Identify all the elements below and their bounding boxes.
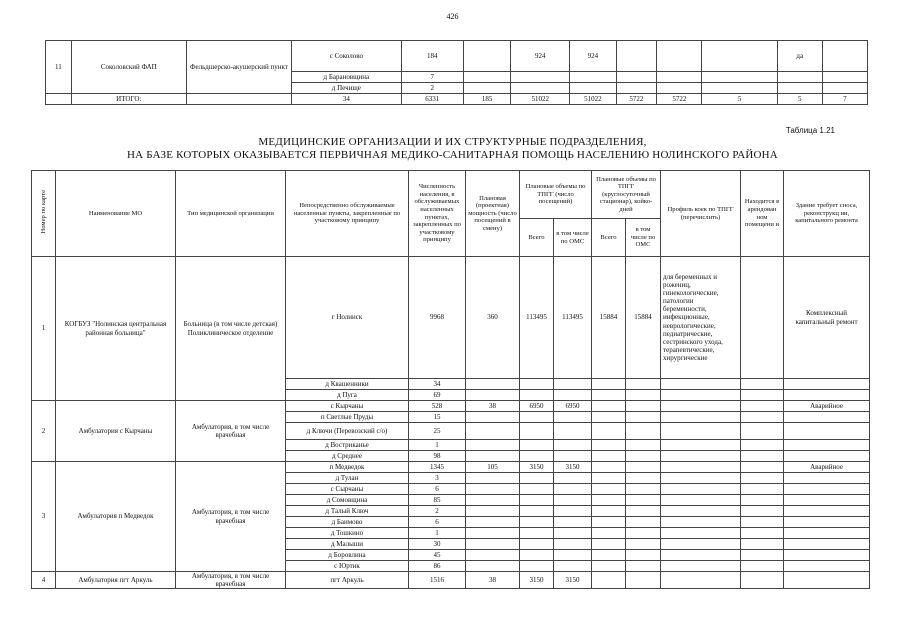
- cell-profile: для беременных и рожениц, гинекологические, патологии беременности, инфекционные, неврологические, педиатрические, сестринского ухода, терапевтические, хирургические: [661, 257, 741, 379]
- cell-rent: да: [777, 41, 822, 72]
- cell-name: Соколовский ФАП: [71, 41, 186, 94]
- header-stac-group: Плановые объемы по ТПГГ (круглосуточный стационар), койко-дней: [592, 171, 661, 219]
- cell-pop: 86: [409, 561, 466, 572]
- cell-place: с Кырчаны: [286, 401, 409, 412]
- cell-place: д Барановщина: [292, 72, 402, 83]
- header-stac-oms: в том числе по ОМС: [626, 219, 661, 257]
- cell-rent: [741, 257, 784, 379]
- cell-pop: 69: [409, 390, 466, 401]
- cell-place: д Тошкино: [286, 528, 409, 539]
- total-cell: 185: [463, 94, 510, 105]
- total-cell: 5722: [657, 94, 702, 105]
- table-number: Таблица 1.21: [785, 126, 835, 135]
- cell-pop: 98: [409, 451, 466, 462]
- cell-empty: [702, 41, 777, 72]
- cell-place: с Юртик: [286, 561, 409, 572]
- header-profile: Профиль коек по ТПГГ (перечислить): [661, 171, 741, 257]
- cell-total: 3150: [520, 462, 554, 473]
- cell-oms: 924: [570, 41, 616, 72]
- header-row: [32, 171, 870, 219]
- cell-pop: 7: [401, 72, 463, 83]
- table-row: [32, 572, 870, 589]
- cell-pop: 1: [409, 528, 466, 539]
- page-number: 426: [446, 12, 459, 21]
- top-table: [45, 40, 868, 105]
- total-row: [46, 94, 868, 105]
- cell-place: с Сырчаны: [286, 484, 409, 495]
- cell-pop: 1516: [409, 572, 466, 589]
- cell-oms: 3150: [554, 462, 592, 473]
- total-cell: 6331: [401, 94, 463, 105]
- total-cell: 34: [292, 94, 402, 105]
- header-stac-total: Всего: [592, 219, 626, 257]
- cell-place: п Светлые Пруды: [286, 412, 409, 423]
- cell-name: Амбулатория п Медведок: [56, 462, 176, 572]
- header-capacity: Плановая (проектная) мощность (число посещений в смену): [466, 171, 520, 257]
- cell-place: д Боровлина: [286, 550, 409, 561]
- cell-pop: 3: [409, 473, 466, 484]
- cell-repair: Аварийное: [784, 401, 870, 412]
- cell-place: д Сомовщина: [286, 495, 409, 506]
- cell-pop: 30: [409, 539, 466, 550]
- cell-pop: 34: [409, 379, 466, 390]
- cell-pop: 9968: [409, 257, 466, 379]
- cell-place: пгт Аркуль: [286, 572, 409, 589]
- main-table: [31, 170, 870, 589]
- cell-num: 1: [32, 257, 56, 401]
- cell-oms: 6950: [554, 401, 592, 412]
- cell-cap: 38: [466, 572, 520, 589]
- header-repair: Здание требует сноса, реконструкц ии, капитального ремонта: [784, 171, 870, 257]
- cell-pop: 85: [409, 495, 466, 506]
- cell-place: д Квашенники: [286, 379, 409, 390]
- cell-total: 6950: [520, 401, 554, 412]
- cell-empty: [463, 41, 510, 72]
- cell-place: д Среднее: [286, 451, 409, 462]
- cell-total: 3150: [520, 572, 554, 589]
- total-cell: 7: [822, 94, 867, 105]
- cell-total: 113495: [520, 257, 554, 379]
- cell-pop: 1345: [409, 462, 466, 473]
- header-total: Всего: [520, 219, 554, 257]
- total-cell: 5: [702, 94, 777, 105]
- cell-place: д Талый Ключ: [286, 506, 409, 517]
- table-row: [46, 41, 868, 72]
- cell-pop: 15: [409, 412, 466, 423]
- header-num: Номер по карте: [32, 171, 56, 257]
- cell-pop: 184: [401, 41, 463, 72]
- cell-type: Больница (в том числе детская) Поликлиническое отделение: [176, 257, 286, 401]
- header-name: Наименование МО: [56, 171, 176, 257]
- cell-place: д Пуга: [286, 390, 409, 401]
- cell-pop: 528: [409, 401, 466, 412]
- cell-repair: Аварийное: [784, 462, 870, 473]
- cell-cap: 105: [466, 462, 520, 473]
- cell-place: г Нолинск: [286, 257, 409, 379]
- cell-num: 4: [32, 572, 56, 589]
- cell-type: Амбулатория, в том числе врачебная: [176, 572, 286, 589]
- page-title: МЕДИЦИНСКИЕ ОРГАНИЗАЦИИ И ИХ СТРУКТУРНЫЕ ПОДРАЗДЕЛЕНИЯ,: [258, 136, 647, 148]
- cell-place: д Тулан: [286, 473, 409, 484]
- cell-num: 2: [32, 401, 56, 462]
- total-cell: 5: [777, 94, 822, 105]
- cell-place: д Малыши: [286, 539, 409, 550]
- header-served: Непосредственно обслуживаемые населенные пункты, закрепленные по участковому принципу: [286, 171, 409, 257]
- cell-oms: 113495: [554, 257, 592, 379]
- cell-pop: 6: [409, 484, 466, 495]
- cell-empty: [657, 41, 702, 72]
- cell-type: Амбулатория, в том числе врачебная: [176, 462, 286, 572]
- cell-name: КОГБУЗ "Нолинская центральная районная больница": [56, 257, 176, 401]
- cell-total: 924: [511, 41, 570, 72]
- cell-empty: [616, 41, 657, 72]
- header-type: Тип медицинской организации: [176, 171, 286, 257]
- total-label: ИТОГО:: [71, 94, 186, 105]
- cell-place: д Печище: [292, 83, 402, 94]
- cell-stac-total: 15884: [592, 257, 626, 379]
- cell-place: п Медведок: [286, 462, 409, 473]
- table-row: [32, 257, 870, 379]
- total-cell: 51022: [570, 94, 616, 105]
- cell-empty: [822, 41, 867, 72]
- cell-num: 3: [32, 462, 56, 572]
- cell-num: 11: [46, 41, 72, 94]
- cell-pop: 2: [409, 506, 466, 517]
- header-population: Численность населения, в обслуживаемых населенных пунктах, закрепленных по участковому принципу: [409, 171, 466, 257]
- cell-cap: 360: [466, 257, 520, 379]
- cell-place: д Востриканье: [286, 440, 409, 451]
- cell-pop: 25: [409, 423, 466, 440]
- cell-type: Амбулатория, в том числе врачебная: [176, 401, 286, 462]
- cell-place: с Соколово: [292, 41, 402, 72]
- cell-name: Амбулатория пгт Аркуль: [56, 572, 176, 589]
- total-cell: 5722: [616, 94, 657, 105]
- cell-place: д Баимово: [286, 517, 409, 528]
- cell-cap: 38: [466, 401, 520, 412]
- cell-oms: 3150: [554, 572, 592, 589]
- header-oms: в том числе по ОМС: [554, 219, 592, 257]
- total-cell: 51022: [511, 94, 570, 105]
- page-subtitle: НА БАЗЕ КОТОРЫХ ОКАЗЫВАЕТСЯ ПЕРВИЧНАЯ МЕДИКО-САНИТАРНАЯ ПОМОЩЬ НАСЕЛЕНИЮ НОЛИНСКОГО РАЙОНА: [127, 149, 778, 161]
- cell-pop: 6: [409, 517, 466, 528]
- cell-pop: 1: [409, 440, 466, 451]
- cell-pop: 2: [401, 83, 463, 94]
- cell-stac-oms: 15884: [626, 257, 661, 379]
- cell-type: Фельдшерско-акушерский пункт: [186, 41, 291, 94]
- table-row: [32, 401, 870, 412]
- header-rent: Находится в арендован ном помещени и: [741, 171, 784, 257]
- cell-pop: 45: [409, 550, 466, 561]
- cell-place: д Ключи (Перевозский с/о): [286, 423, 409, 440]
- table-row: [32, 462, 870, 473]
- header-ambul-group: Плановые объемы по ТПГГ (число посещений): [520, 171, 592, 219]
- cell-repair: Комплексный капитальный ремонт: [784, 257, 870, 379]
- cell-name: Амбулатория с Кырчаны: [56, 401, 176, 462]
